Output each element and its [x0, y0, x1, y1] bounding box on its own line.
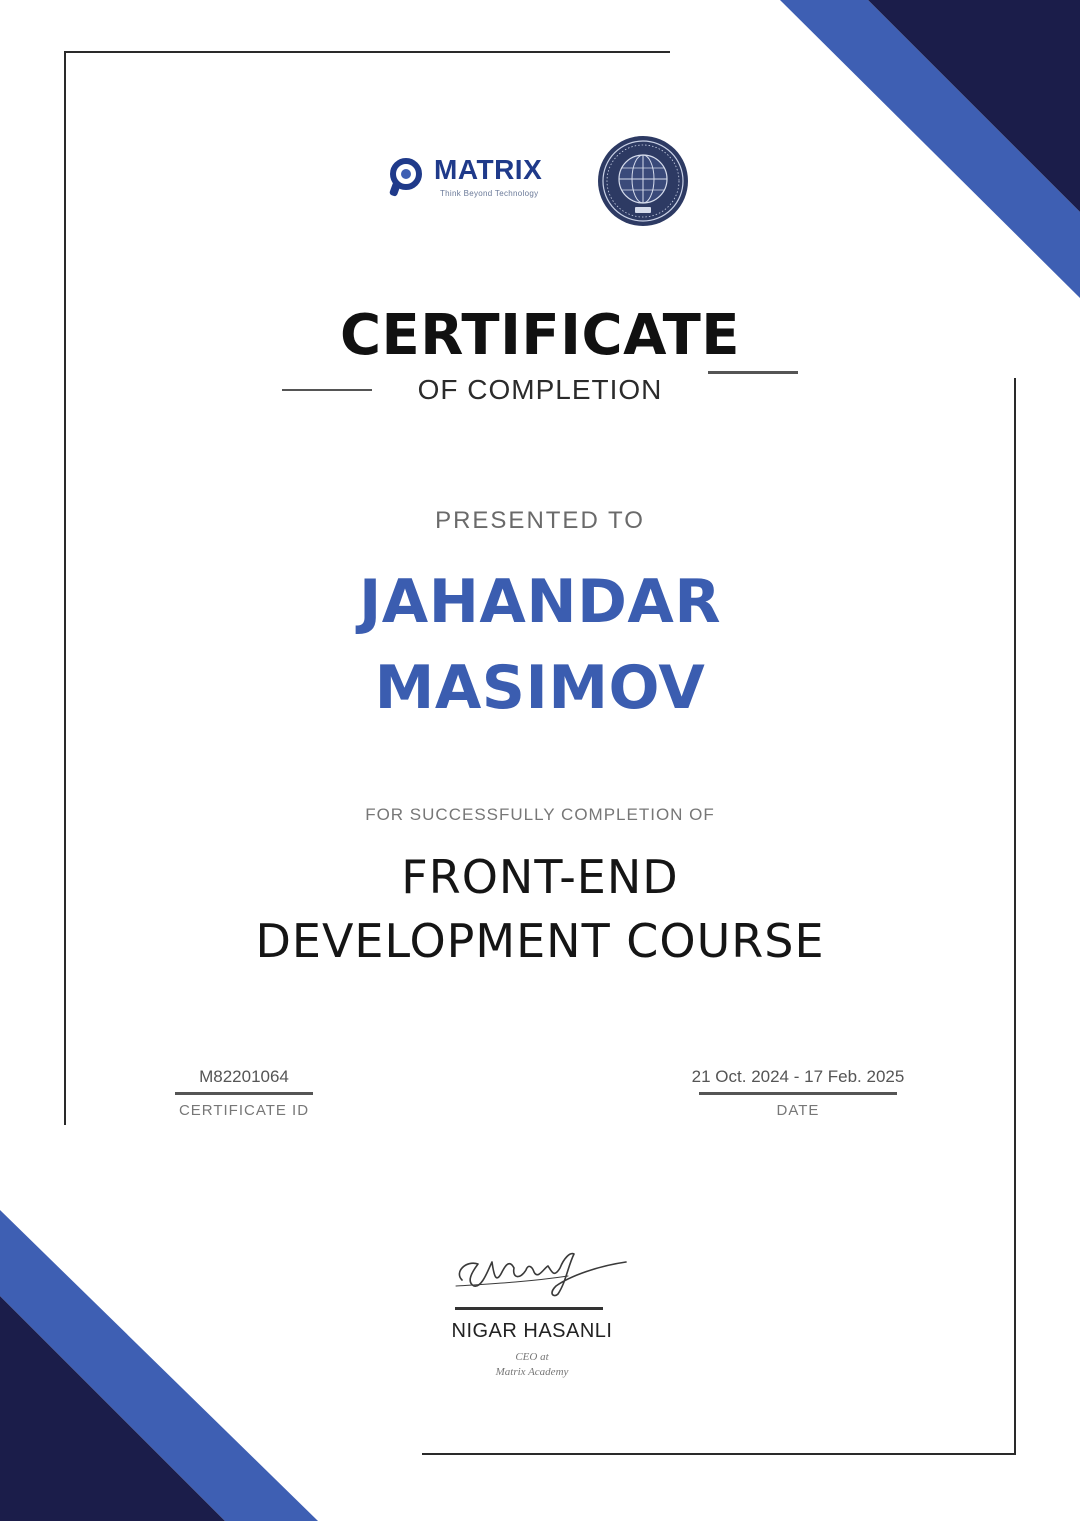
frame-top-line [64, 51, 670, 53]
matrix-tagline: Think Beyond Technology [440, 189, 539, 198]
date-underline [699, 1092, 897, 1095]
certificate-id-underline [175, 1092, 313, 1095]
matrix-logo [388, 152, 563, 204]
certificate-id-label: CERTIFICATE ID [178, 1102, 310, 1119]
completion-label: FOR SUCCESSFULLY COMPLETION OF [365, 805, 715, 824]
course-title-line2: DEVELOPMENT COURSE [255, 914, 825, 968]
signatory-role-line1: CEO at [515, 1351, 549, 1363]
recipient-first-name: JAHANDAR [358, 567, 722, 637]
date-value: 21 Oct. 2024 - 17 Feb. 2025 [691, 1067, 905, 1086]
signatory-role-line2: Matrix Academy [495, 1366, 569, 1378]
certificate-id-field [160, 1066, 328, 1121]
matrix-logo-mark-icon [388, 156, 432, 198]
date-field [678, 1066, 918, 1121]
signatory-name: NIGAR HASANLI [451, 1320, 613, 1342]
recipient-last-name: MASIMOV [374, 653, 706, 723]
certificate-id-value: M82201064 [199, 1067, 289, 1086]
handwritten-signature [448, 1242, 632, 1304]
certificate-subtitle: OF COMPLETION [417, 374, 663, 405]
presented-to-label: PRESENTED TO [435, 507, 645, 534]
date-label: DATE [776, 1102, 820, 1119]
globe-seal-icon [597, 135, 689, 227]
course-title-line1: FRONT-END [401, 850, 679, 904]
matrix-wordmark: MATRIX [434, 154, 543, 185]
signature-line [455, 1307, 603, 1310]
frame-bottom-line [422, 1453, 1016, 1455]
certificate-title: CERTIFICATE [339, 303, 741, 368]
